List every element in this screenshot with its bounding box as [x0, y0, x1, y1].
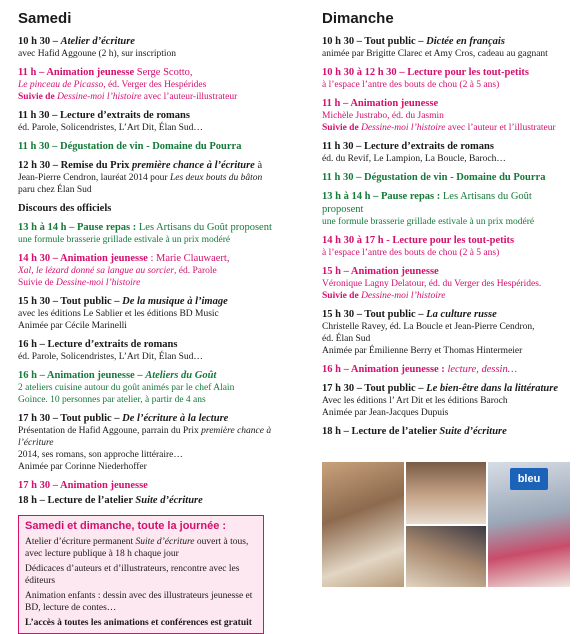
weekend-info-title: Samedi et dimanche, toute la journée :: [25, 520, 227, 532]
dimanche-column: [322, 10, 570, 444]
photo-radio-booth: [488, 462, 570, 587]
samedi-event-degustation: 11 h 30 – Dégustation de vin - Domaine du Pourra: [18, 141, 242, 152]
dimanche-heading: Dimanche: [322, 10, 394, 27]
dimanche-event-lecture-atelier: 18 h – Lecture de l’atelier Suite d’écriture: [322, 426, 507, 437]
dimanche-event-degustation: 11 h 30 – Dégustation de vin - Domaine du Pourra: [322, 172, 546, 183]
samedi-event-lecture-atelier: 18 h – Lecture de l’atelier Suite d’écriture: [18, 495, 203, 506]
samedi-event-pause-repas: 13 h à 14 h – Pause repas : Les Artisans du Goût proposent une formule brasserie grillade estivale à un prix modéré: [18, 222, 272, 245]
dimanche-event-dictee: 10 h 30 – Tout public – Dictée en français animée par Brigitte Clarec et Amy Cros, cadeau au gagnant: [322, 36, 548, 59]
photo-collage: [322, 462, 570, 587]
photo-family-table: [406, 462, 486, 524]
photo-reading-group: [406, 526, 486, 587]
samedi-event-lecture-16h: 16 h – Lecture d’extraits de romans éd. Parole, Solicendristes, L’Art Dit, Élan Sud…: [18, 339, 203, 362]
dimanche-event-culture-russe: 15 h 30 – Tout public – La culture russe Christelle Ravey, éd. La Boucle et Jean-Pierre Cendron, éd. Élan Sud Animée par Émilienne Berry et Thomas Hintermeier: [322, 309, 535, 356]
radio-logo: bleu: [510, 468, 548, 490]
dimanche-event-tout-petits-matin: 10 h 30 à 12 h 30 – Lecture pour les tout-petits à l’espace l’antre des bouts de chou (2 à 5 ans): [322, 67, 529, 90]
samedi-event-atelier: 10 h 30 – Atelier d’écriture avec Hafid Aggoune (2 h), sur inscription: [18, 36, 177, 59]
samedi-event-animation-1430: 14 h 30 – Animation jeunesse : Marie Clauwaert, Xal, le lézard donné sa langue au sorcier, éd. Parole Suivie de Dessine-moi l’histoire: [18, 253, 230, 288]
dimanche-event-animation-15h: 15 h – Animation jeunesse Véronique Lagny Delatour, éd. du Verger des Hespérides. Suivie de Dessine-moi l’histoire: [322, 266, 542, 301]
dimanche-event-pause-repas: 13 h à 14 h – Pause repas : Les Artisans du Goût proposent une formule brasserie grillade estivale à un prix modéré: [322, 191, 535, 227]
samedi-event-animation-1730: 17 h 30 – Animation jeunesse: [18, 480, 148, 491]
samedi-event-discours: Discours des officiels: [18, 203, 112, 214]
samedi-event-animation-11h: 11 h – Animation jeunesse Serge Scotto, Le pinceau de Picasso, éd. Verger des Hespérides Suivie de Dessine-moi l’histoire avec l’auteur-illustrateur: [18, 67, 238, 102]
samedi-event-remise-prix: 12 h 30 – Remise du Prix première chance à l’écriture à Jean-Pierre Cendron, lauréat 2014 pour Les deux bouts du bâton paru chez Élan Sud: [18, 160, 263, 195]
weekend-info-box: Samedi et dimanche, toute la journée : Atelier d’écriture permanent Suite d’écriture ouvert à tous, avec lecture publique à 18 h chaque jour Dédicaces d’auteurs et d’illustrateurs, rencontre avec les éditeurs Animation enfants : dessin avec des illustrateurs jeunesse et BD, lecture de contes… L’accès à toutes les animations et conférences est gratuit: [18, 515, 264, 634]
samedi-event-lecture-1130: 11 h 30 – Lecture d’extraits de romans éd. Parole, Solicendristes, L’Art Dit, Élan Sud…: [18, 110, 203, 133]
samedi-event-ateliers-gout: 16 h – Animation jeunesse – Ateliers du Goût 2 ateliers cuisine autour du goût animés par le chef Alain Goince. 10 personnes par atelier, à partir de 4 ans: [18, 370, 235, 405]
samedi-event-ecriture-lecture: 17 h 30 – Tout public – De l’écriture à la lecture Présentation de Hafid Aggoune, parrain du Prix première chance à l’écriture 2014, ses romans, son approche littéraire… Animée par Corinne Niederhoffer: [18, 413, 272, 472]
samedi-event-musique-image: 15 h 30 – Tout public – De la musique à l’image avec les éditions Le Sablier et les éditions BD Music Animée par Cécile Marinelli: [18, 296, 228, 331]
dimanche-event-animation-16h: 16 h – Animation jeunesse : lecture, dessin…: [322, 364, 518, 375]
samedi-column: [18, 10, 280, 634]
dimanche-event-lecture-1130: 11 h 30 – Lecture d’extraits de romans éd. du Revif, Le Lampion, La Boucle, Baroch…: [322, 141, 506, 164]
dimanche-event-animation-11h: 11 h – Animation jeunesse Michèle Justrabo, éd. du Jasmin Suivie de Dessine-moi l’histoire avec l’auteur et l’illustrateur: [322, 98, 556, 133]
dimanche-event-bien-etre: 17 h 30 – Tout public – Le bien-être dans la littérature Avec les éditions l’ Art Dit et les éditions Baroch Animée par Jean-Jacques Dupuis: [322, 383, 558, 418]
dimanche-event-tout-petits-aprem: 14 h 30 à 17 h - Lecture pour les tout-petits à l’espace l’antre des bouts de chou (2 à 5 ans): [322, 235, 515, 258]
samedi-heading: Samedi: [18, 10, 72, 27]
photo-kids-drawing: [322, 462, 404, 587]
